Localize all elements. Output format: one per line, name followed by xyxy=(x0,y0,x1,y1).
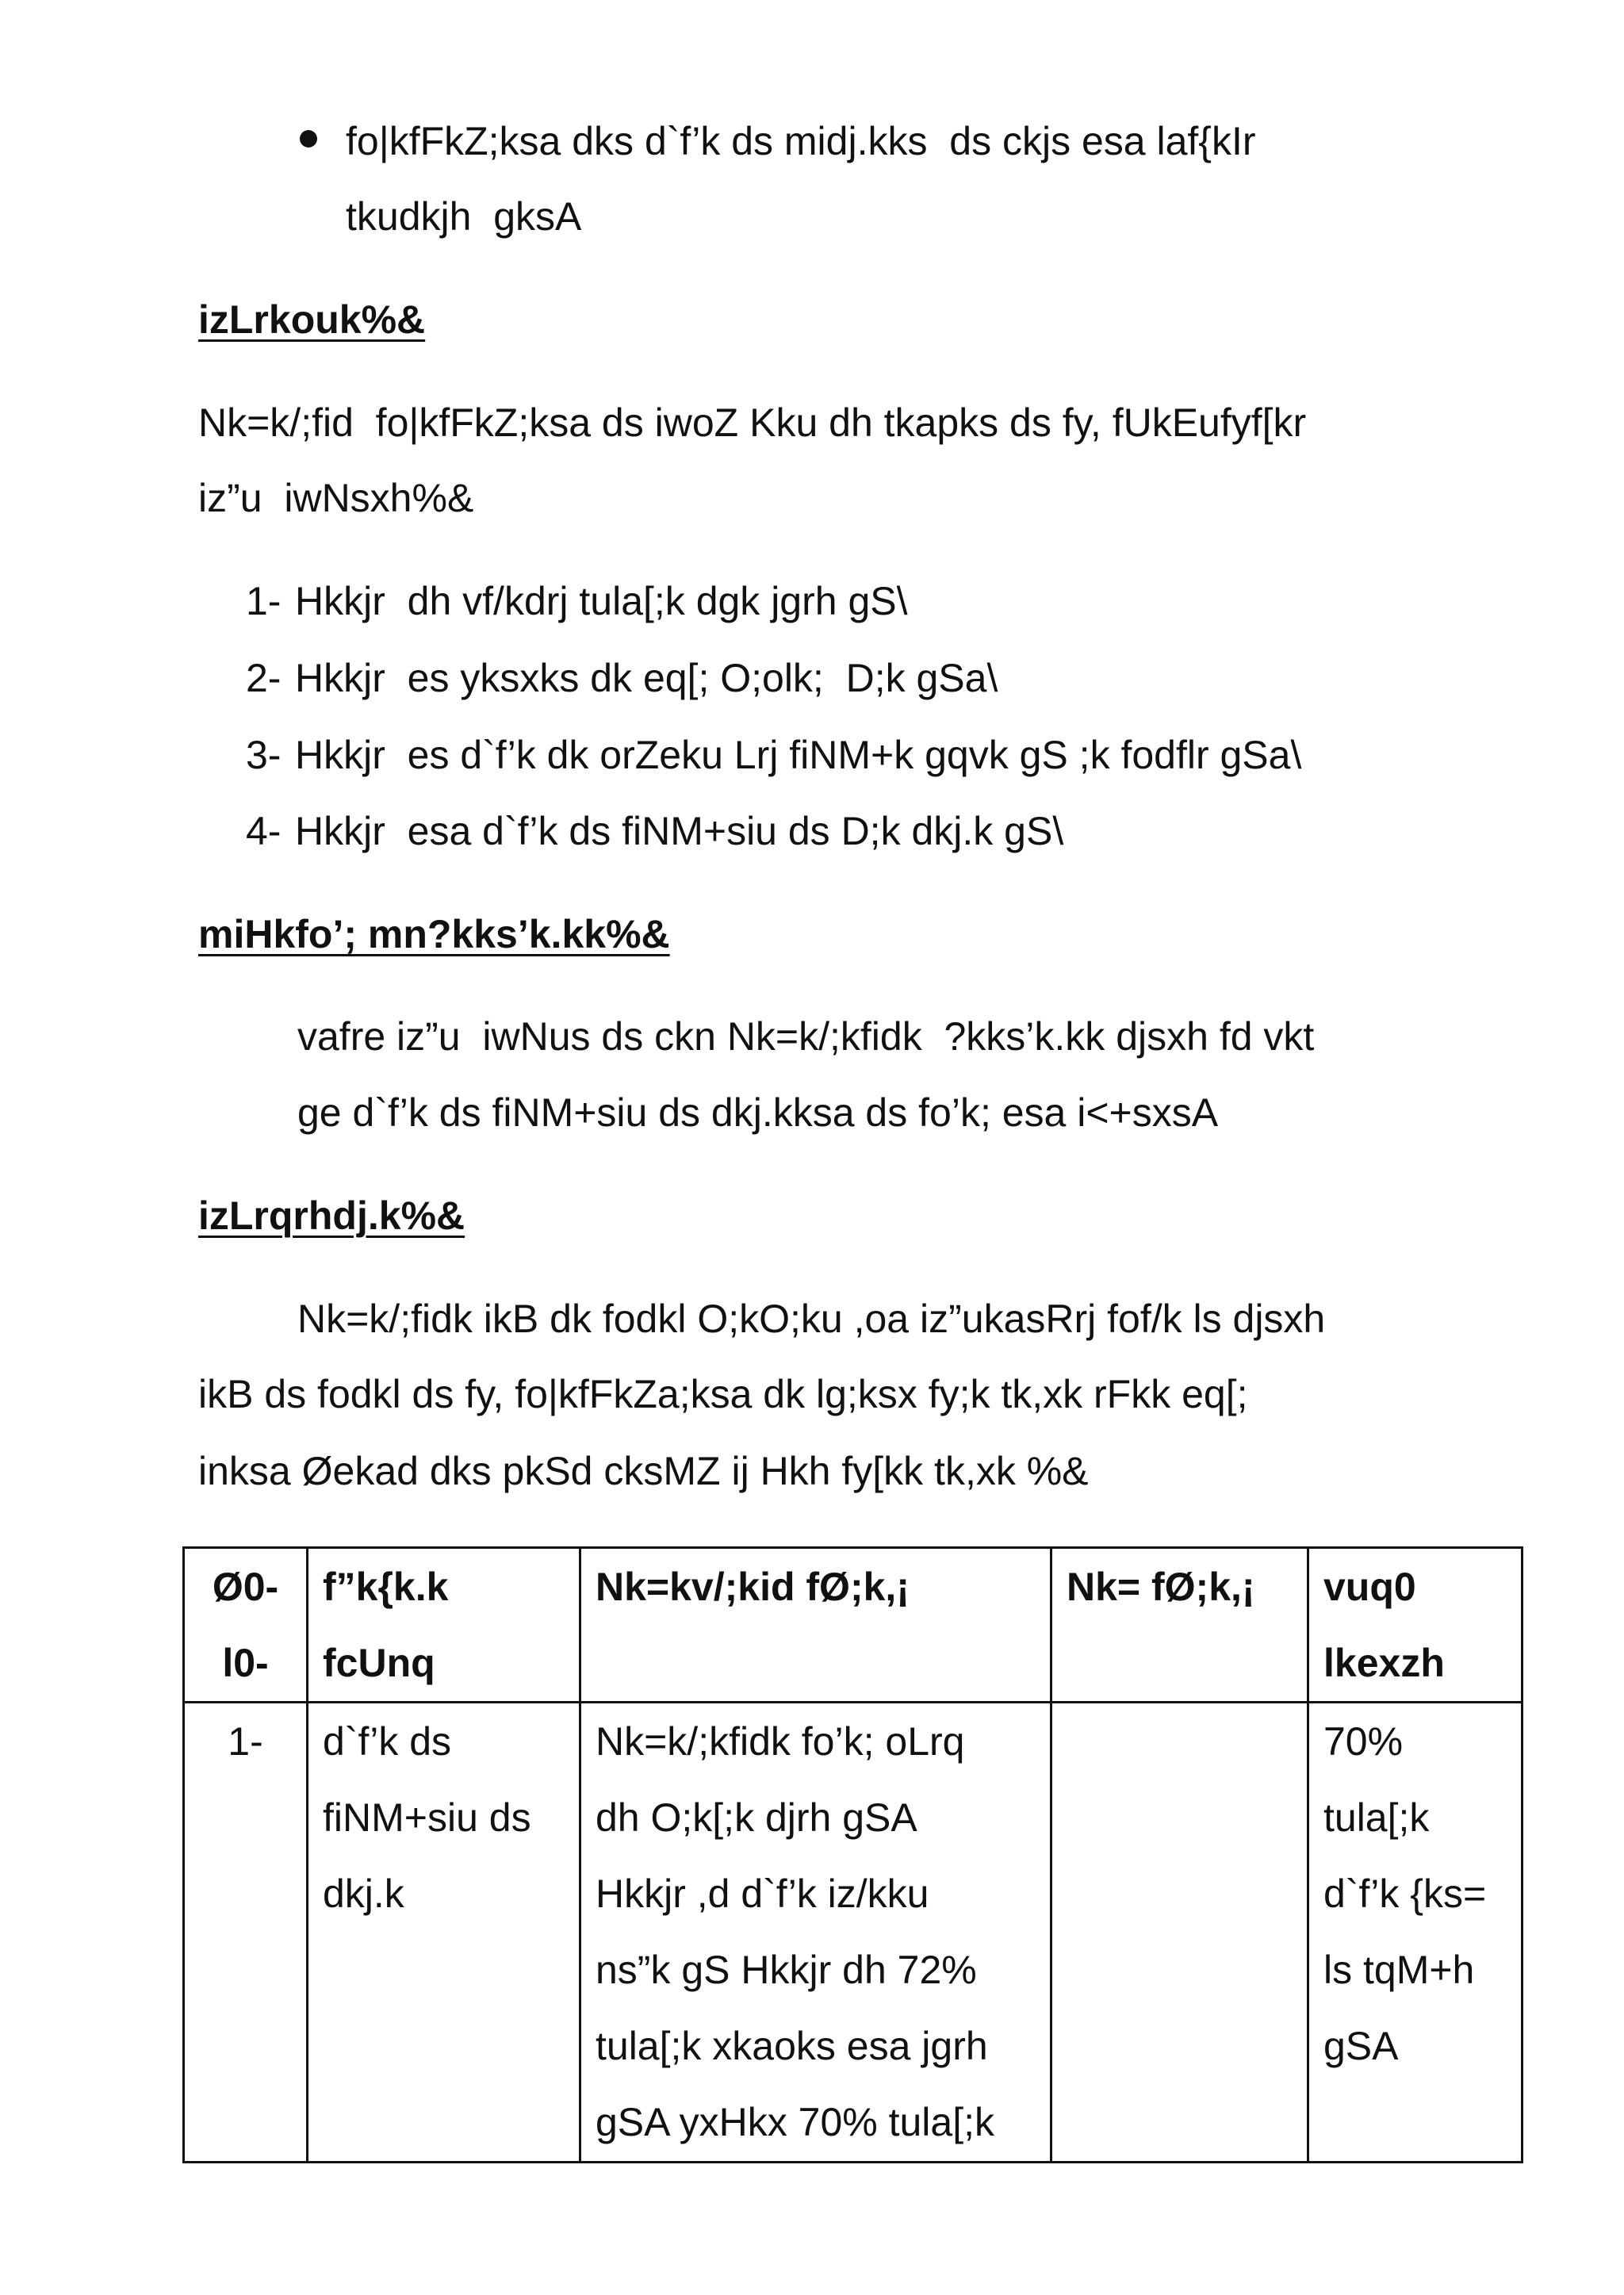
table-row xyxy=(184,1703,1522,2163)
question-item xyxy=(246,658,998,698)
question-number: 1- xyxy=(246,579,282,623)
header-line: Ø0- xyxy=(212,1565,279,1609)
header-line: f”k{k.k xyxy=(323,1565,449,1609)
header-teaching-material xyxy=(1308,1548,1522,1703)
header-line: lkexzh xyxy=(1323,1641,1445,1685)
header-line: Nk=kv/;kid fØ;k,¡ xyxy=(596,1565,910,1609)
bullet-text-line-2: tkudkjh gksA xyxy=(346,194,582,239)
cell-teaching-point xyxy=(308,1703,580,2163)
cell-teaching-material xyxy=(1308,1703,1522,2163)
question-text: Hkkjr esa d`f’k ds fiNM+siu ds D;k dkj.k gS\ xyxy=(295,809,1064,853)
header-line: Nk= fØ;k,¡ xyxy=(1067,1565,1255,1609)
bullet-text-line-1: fo|kfFkZ;ksa dks d`f’k ds midj.kks ds ckjs esa laf{kIr xyxy=(346,119,1256,163)
question-text: Hkkjr es d`f’k dk orZeku Lrj fiNM+k gqvk gS ;k fodflr gSa\ xyxy=(295,733,1302,777)
cell-serial-number xyxy=(184,1703,308,2163)
announcement-paragraph-line-1: vafre iz”u iwNus ds ckn Nk=k/;kfidk ?kks’k.kk djsxh fd vkt xyxy=(297,1014,1315,1059)
cell-line: ls tqM+h xyxy=(1323,1948,1475,1992)
header-student-activities xyxy=(1051,1548,1308,1703)
cell-line: d`f’k ds xyxy=(323,1719,452,1764)
bullet-dot-icon xyxy=(300,130,317,148)
header-line: vuq0 xyxy=(1323,1565,1416,1609)
question-number: 3- xyxy=(246,733,282,777)
cell-line: Nk=k/;kfidk fo’k; oLrq xyxy=(596,1719,965,1764)
cell-student-activities xyxy=(1051,1703,1308,2163)
header-serial-number xyxy=(184,1548,308,1703)
presentation-paragraph-line-1: Nk=k/;fidk ikB dk fodkl O;kO;ku ,oa iz”ukasRrj fof/k ls djsxh xyxy=(297,1297,1326,1341)
intro-paragraph-line-2: iz”u iwNsxh%& xyxy=(198,476,474,520)
header-line: fcUnq xyxy=(323,1641,435,1685)
lesson-table xyxy=(182,1546,1523,2163)
header-teacher-activities xyxy=(580,1548,1051,1703)
heading-introduction: izLrkouk%& xyxy=(198,297,426,342)
question-item xyxy=(246,581,908,621)
heading-expected-announcement: miHkfo’; mn?kks’k.kk%& xyxy=(198,912,670,956)
header-line: l0- xyxy=(222,1641,269,1685)
question-text: Hkkjr es yksxks dk eq[; O;olk; D;k gSa\ xyxy=(295,656,998,700)
cell-line: 70% xyxy=(1323,1719,1404,1764)
header-teaching-point xyxy=(308,1548,580,1703)
cell-line: dkj.k xyxy=(323,1872,404,1916)
cell-line: fiNM+siu ds xyxy=(323,1795,531,1840)
cell-line: gSA yxHkx 70% tula[;k xyxy=(596,2100,995,2144)
cell-line: tula[;k xyxy=(1323,1795,1430,1840)
cell-line: ns”k gS Hkkjr dh 72% xyxy=(596,1948,977,1992)
presentation-paragraph-line-3: inksa Øekad dks pkSd cksMZ ij Hkh fy[kk tk,xk %& xyxy=(198,1449,1089,1493)
announcement-paragraph-line-2: ge d`f’k ds fiNM+siu ds dkj.kksa ds fo’k; esa i<+sxsA xyxy=(297,1090,1219,1135)
cell-line: d`f’k {ks= xyxy=(1323,1872,1487,1916)
question-text: Hkkjr dh vf/kdrj tula[;k dgk jgrh gS\ xyxy=(295,579,908,623)
cell-line: dh O;k[;k djrh gSA xyxy=(596,1795,917,1840)
table-header-row xyxy=(184,1548,1522,1703)
cell-line: gSA xyxy=(1323,2024,1399,2068)
cell-line: 1- xyxy=(228,1719,263,1764)
question-number: 2- xyxy=(246,656,282,700)
question-number: 4- xyxy=(246,809,282,853)
question-item xyxy=(246,811,1063,851)
cell-line: Hkkjr ,d d`f’k iz/kku xyxy=(596,1872,929,1916)
heading-presentation: izLrqrhdj.k%& xyxy=(198,1193,465,1238)
question-item xyxy=(246,735,1301,775)
cell-line: tula[;k xkaoks esa jgrh xyxy=(596,2024,988,2068)
intro-paragraph-line-1: Nk=k/;fid fo|kfFkZ;ksa ds iwoZ Kku dh tkapks ds fy, fUkEufyf[kr xyxy=(198,400,1307,445)
presentation-paragraph-line-2: ikB ds fodkl ds fy, fo|kfFkZa;ksa dk lg;ksx fy;k tk,xk rFkk eq[; xyxy=(198,1372,1248,1416)
cell-teacher-activities xyxy=(580,1703,1051,2163)
